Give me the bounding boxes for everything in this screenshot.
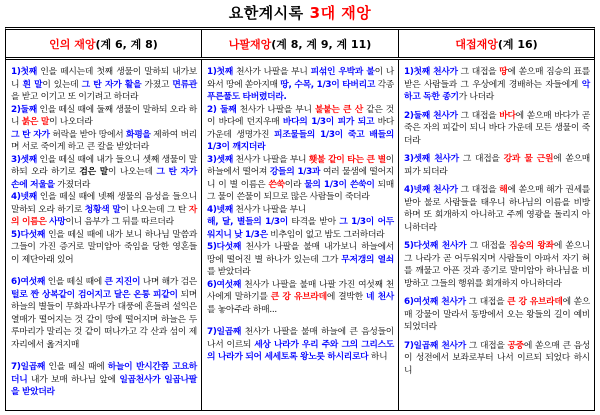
body-text: 천사가 나팔을 불매 내가보니 하늘에서 땅에 떨어진 별 하나가 있는데 그가 [207,242,394,265]
header-trumpet-plagues [202,30,399,57]
plague-item-1 [11,66,197,104]
highlighted-text: 털로 짠 상복같이 검어지고 [11,289,111,300]
body-text: 인을 떼실 때에 넷째 생물의 음성을 들으니 말하되 오라 하기로 [11,192,197,215]
plague-item-2 [11,104,197,154]
plague-item-4 [207,204,394,242]
highlighted-text: 큰 지진이 [104,277,141,287]
highlighted-text: 피조물들의 1/3이 죽고 배들의 1/3이 깨지더라 [207,129,394,152]
title-highlight: 3대 재앙 [309,4,372,22]
highlighted-text: 5)다섯째 천사가 [404,241,467,251]
highlighted-text: 달은 온통 피같이 [113,289,178,300]
body-text: 인을 떼시는데 첫째 생물이 말하되 내가보니 [11,67,197,90]
plague-item-6 [11,276,197,351]
header-seal-plagues [6,30,202,57]
body-text: 그 대접을 [457,67,500,77]
highlighted-text: 3)셋째 천사가 [404,154,459,164]
highlighted-text: 짐승의 왕좌 [509,241,554,251]
body-text: 같은 것이 바다에 던지우매 [207,104,394,127]
body-text: 이 나오는데 [107,167,157,177]
highlighted-text: 6)여섯째 [207,279,242,290]
header-name: 나팔재앙 [228,37,272,51]
highlighted-text: 검은 말 [79,167,108,177]
column-bowl-plagues [399,60,594,410]
plague-item-5 [404,240,590,290]
title-main: 요한계시록 [228,4,304,22]
body-text: 이 하늘에서 떨어져 [207,154,394,177]
body-text: 그 대접을 [458,154,504,164]
body-text: 천사가 나팔을 부니 [236,104,315,115]
highlighted-text: 2) 둘째 [207,104,237,115]
plague-item-4 [11,191,197,229]
plague-item-2 [404,110,590,148]
highlighted-text: 사망 [49,217,66,227]
body-text: 여러 물샘에 떨어지니 이 별 이름은 [207,167,395,190]
body-text: 이 나와서 땅에 쏟아지매 [207,67,394,90]
highlighted-text: 흰 말 [22,79,43,90]
body-text: 인을 떼실 때에 내가 보니 하나님 말씀과 그들이 가진 증거로 말미암아 죽임을 당한 영혼들이 제단아래 있어 [11,229,197,265]
body-text: 인을 떼실 때에 [45,362,108,372]
highlighted-text: 강들의 1/3과 [269,167,321,177]
highlighted-text: 4)넷째 천사가 [404,185,458,195]
body-text: 그 대접을 [457,185,500,195]
plague-item-3 [11,154,197,192]
body-text: 그 대접을 [466,241,510,251]
highlighted-text: 악하고 독한 종기 [404,79,590,102]
highlighted-text: 큰 강 유브라데 [507,297,563,307]
body-text: 가졌더라 [54,179,91,190]
body-text: 이 나오는데 그 탄 [120,204,189,215]
highlighted-text: 물의 1/3이 쓴쑥이 [304,179,375,190]
header-bowl-plagues [399,30,594,57]
header-reference: (계 8, 계 9, 계 11) [271,37,372,51]
highlighted-text: 횃불 같이 타는 큰 별 [308,154,386,165]
plague-item-3 [207,154,394,204]
body-text: 타격을 받아 [287,217,340,227]
highlighted-text: 세상 나라가 우리 주와 그의 그리스도의 나라가 되어 세세토록 왕노릇 하시리로다 [207,339,395,362]
body-text: 되매 그 물이 쓴물이 되므로 많은 사람들이 죽더라 [207,179,394,202]
plague-item-5 [11,229,197,267]
body-text: 에 쏟으매 짐승의 표를 받은 사람들과 그 우상에게 경배하는 자들에게 [404,67,590,90]
highlighted-text: 그 탄 자가 활을 [81,79,142,90]
column-trumpet-plagues [202,60,399,410]
body-text: 이 있는데 [42,79,82,90]
body-text: 에 쏟으매 해가 권세를 받아 불로 사람들을 태우니 하나님의 이름을 비방하며 또 회개하지 아니하고 주께 영광을 돌리지 아니하더라 [404,185,590,233]
highlighted-text: 4)넷째 [11,192,37,202]
body-text: 인을 떼실 때에 내가 들으니 셋째 생물이 말하되 오라 하기로 [11,154,197,177]
body-text: 가 나더라 [458,92,495,102]
highlighted-text: 바다 [499,110,516,121]
plague-item-3 [404,153,590,178]
plague-item-7 [404,340,590,378]
highlighted-text: 화평을 [126,129,151,140]
header-name: 대접재앙 [455,37,498,51]
body-text: 를 받았더라 [207,267,251,277]
highlighted-text: 피섞인 우박과 불 [310,67,375,77]
highlighted-text: 4)넷째 [207,204,233,215]
highlighted-text: 6)여섯째 천사가 [404,297,466,307]
header-reference: (계 16) [497,37,538,51]
body-text: 그 대접을 [465,340,508,351]
body-text: 그 대접을 [457,110,500,121]
highlighted-text: 푸른풀도 타버렸더라. [207,92,287,102]
plague-item-1 [207,66,394,104]
highlighted-text: 땅, 수목, 1/3이 타버리고 [280,79,376,90]
highlighted-text: 강과 물 근원 [503,154,554,164]
highlighted-text: 공중 [507,340,524,351]
body-text: 가졌고 [141,79,173,90]
body-text: 인을 떼실 때에 둘째 생물이 말하되 오라 하니 [11,104,197,127]
header-name: 인의 재앙 [49,37,96,51]
body-text: 천사가 나팔을 부니 [232,154,309,165]
highlighted-text: 자의 이름은 [11,204,197,227]
highlighted-text: 6)여섯째 [11,277,46,287]
plague-item-7 [11,361,197,399]
highlighted-text: 해, 달, 별들의 1/3이 [207,217,288,227]
body-text: 에 쏟으니 그 나라가 곧 어두워지며 사람들이 아파서 자기 혀를 깨물고 아픈 것과 종기로 말미암아 하나님을 비방하고 그들의 행위를 회개하지 아니하더라 [404,241,590,289]
plague-item-4 [404,184,590,234]
plague-item-1 [404,66,590,104]
body-text: 비추임이 없고 밤도 그러하더라 [267,229,385,240]
body-text: 이라 [284,179,305,190]
body-text: 를 놓아주라 하매... [207,304,277,315]
highlighted-text: 7)일곱째 천사가 [404,340,466,351]
highlighted-text: 땅 [499,67,508,77]
highlighted-text: 그 탄 자가 [11,129,50,140]
body-text: 각종 [375,79,394,90]
body-text: 내가 보매 하나님 앞에 [27,374,120,385]
body-text: 되며 하늘의 별들이 무화과나무가 대풍에 흔들려 설익은 열매가 떨어지는 것 같이 땅에 떨어지며 하늘은 두루마리가 말리는 것 같이 떠나가고 각 산과 섬이 제 자리에서 옮겨지매 [11,289,197,350]
highlighted-text: 2)둘째 천사가 [404,110,458,121]
highlighted-text: 1)첫째 천사가 [404,67,458,77]
body-text: 천사가 나팔을 불매 나팔 가진 여섯째 천사에게 말하기를 [207,279,394,302]
plague-item-5 [207,241,394,279]
highlighted-text: 일곱천사가 일곱나팔을 받았더라 [11,374,198,397]
highlighted-text: 5)다섯째 [11,229,46,240]
highlighted-text: 1)첫째 [207,67,233,77]
highlighted-text: 1)첫째 [11,67,37,77]
highlighted-text: 큰 강 유브라데 [270,292,327,302]
document-title [0,4,600,22]
body-text: 이 나오더라 [49,117,93,127]
plague-item-6 [207,279,394,317]
highlighted-text: 하늘이 반시간쯤 고요하더니 [11,362,197,385]
table-header-row [6,30,594,60]
highlighted-text: 면류관 [172,79,197,90]
body-text: 천사가 나팔을 부니 [232,67,311,77]
highlighted-text: 7)일곱째 [11,362,46,372]
body-text: 을 받고 이기고 또 이기려고 하더라 [11,92,139,102]
highlighted-text: 7)일곱째 [207,327,242,337]
highlighted-text: 3)셋째 [207,154,233,165]
body-text: 나며 해가 검은 [140,277,197,287]
highlighted-text: 3)셋째 [11,154,37,165]
body-text: 에 쏟으매 피가 되더라 [404,154,590,177]
body-text: 인을 떼실 때에 [45,277,105,287]
highlighted-text: 그 1/3이 어두워지니 [207,217,394,240]
body-text: 그 대접을 [465,297,508,307]
highlighted-text: 5)다섯째 [207,242,242,252]
plague-item-6 [404,296,590,334]
body-text: 에 쏟으매 강물이 말라서 동방에서 오는 왕들의 길이 예비되었더라 [404,297,590,332]
highlighted-text: 무저갱의 열쇠 [341,254,395,265]
plague-item-7 [207,326,394,364]
highlighted-text: 바다의 1/3이 피가 되고 [282,117,375,127]
highlighted-text: 쓴쑥 [268,179,285,190]
highlighted-text: 2)둘째 [11,104,37,115]
body-text: 에 쏟으매 큰 음성이 성전에서 보좌로부터 나서 이르되 되었다 하시니 [404,340,591,376]
plague-table [5,27,595,411]
body-text: 에 쏟으매 바다가 곧 죽은 자의 피같이 되니 바다 가운데 모든 생물이 죽더라 [404,110,591,146]
body-text: 천사가 나팔을 부니 [235,204,307,215]
highlighted-text: 청황색 말 [84,204,121,215]
highlighted-text: 불붙는 큰 산 [314,104,363,115]
body-text: 에 결박한 [326,292,366,302]
body-text: 제하여 버리며 서로 죽이게 하고 큰 칼을 받았더라 [11,129,197,152]
highlighted-text: 네 천사 [365,292,394,302]
body-text: 이니 음부가 그 뒤를 따르더라 [65,217,174,227]
highlighted-text: 그 탄 자가 손에 저울을 [11,167,198,190]
body-text: 하니 [368,352,388,362]
body-text: 바다 가운데 생명가진 [207,117,394,140]
column-seal-plagues [6,60,202,410]
plague-item-2 [207,104,394,154]
table-body-row [6,60,594,410]
body-text: 천사가 나팔을 불매 하늘에 큰 음성들이 나서 이르되 [207,327,394,350]
highlighted-text: 해 [499,185,508,195]
header-reference: (계 6, 계 8) [95,37,158,51]
highlighted-text: 붉은 말 [21,117,50,127]
body-text: 허락을 받아 땅에서 [49,129,127,140]
highlighted-text: 낮 1/3은 [234,229,268,240]
